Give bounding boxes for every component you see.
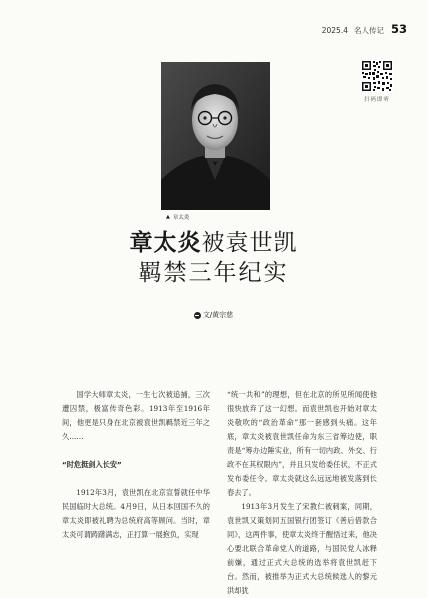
photo-caption-text: 章太炎 — [172, 215, 190, 221]
portrait-image — [161, 62, 270, 210]
qr-caption: 扫码即听 — [363, 97, 390, 103]
article-title-line1 — [0, 232, 427, 255]
portrait-photo — [161, 62, 270, 210]
text-column-right — [227, 388, 377, 598]
section-subhead: “时危挺剑入长安” — [62, 460, 122, 469]
body-paragraph: “统一共和”的理想，但在北京的所见所闻使他很快放弃了这一幻想。而袁世凯也开始对章太炎敬吹的“政治革命”那一套感到头痛。这年底，章太炎被袁世凯任命为东三省筹边使，职责是“筹办边陲实业，所有一切内政、外交、行政不在其权限内”，并且只发给委任状，不正式发布委任令。章太炎就这么远远地被发落到长春去了。 — [227, 390, 377, 497]
title-name: 章太炎 — [129, 230, 202, 256]
page-number: 53 — [390, 22, 407, 36]
byline — [0, 310, 427, 320]
qr-code-icon — [361, 60, 393, 92]
qr-code[interactable] — [361, 60, 393, 92]
photo-caption — [166, 213, 189, 221]
running-head — [322, 22, 407, 36]
byline-text: 文/黄宗慈 — [202, 311, 234, 319]
title-line1-rest: 被袁世凯 — [201, 230, 298, 256]
issue-date: 2025.4 — [321, 26, 348, 35]
text-column-left — [62, 388, 210, 542]
body-paragraph: 1912年3月，袁世凯在北京宣誓就任中华民国临时大总统。4月9日，从日本回国不久的章太炎即被礼聘为总统府高等顾问。当时，章太炎可谓踌躇满志，正打算一展抱负，实现 — [62, 488, 210, 539]
byline-bullet-icon — [194, 312, 201, 319]
article-title-line2: 羁禁三年纪实 — [138, 260, 289, 286]
magazine-name: 名人传记 — [353, 26, 384, 35]
intro-paragraph: 国学大师章太炎，一生七次被追捕，三次遭囚禁，极富传奇色彩。1913年至1916年间，他更是只身在北京被袁世凯羁禁近三年之久…… — [62, 390, 210, 441]
body-paragraph: 1913年3月发生了宋教仁被刺案，同期，袁世凯又策划同五国银行团签订《善后借款合同》，这两件事，使章太炎终于醒悟过来，他决心要北联合革命党人的道路，与国民党人冰释前嫌，通过正式大总统的选举将袁世凯赶下台。然而，被推举为正式大总统候选人的黎元洪却犹 — [227, 502, 377, 595]
triangle-marker-icon: ▲ — [166, 214, 170, 220]
